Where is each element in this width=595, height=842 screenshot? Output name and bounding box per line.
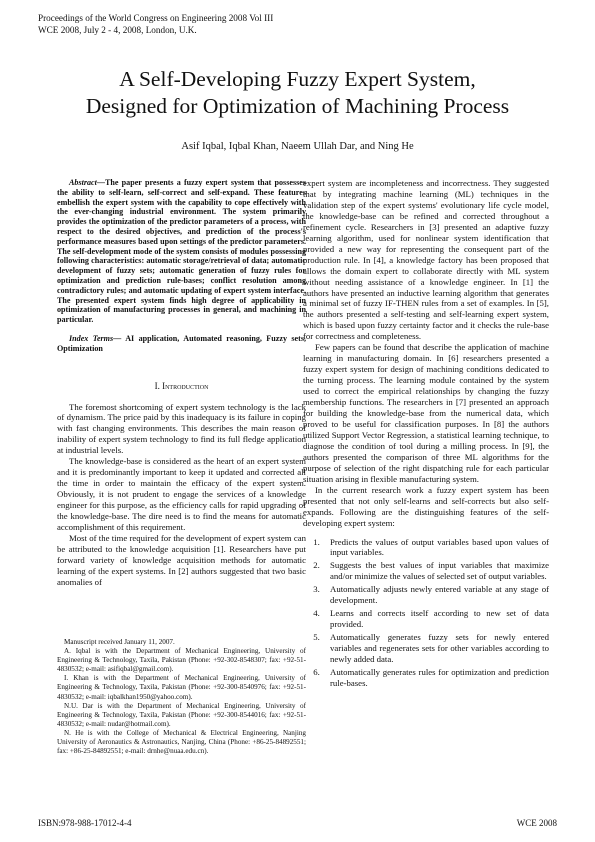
footer-conference: WCE 2008 — [516, 818, 557, 828]
list-item: 4. Learns and corrects itself according to new set of data provided. — [322, 608, 549, 630]
right-column — [303, 178, 549, 691]
running-header — [38, 12, 273, 36]
footnote-author-4: N. He is with the College of Mechanical & Electrical Engineering, Nanjing University of Aeronautics & Astronautics, Nanjing, China (Phone: +86-25-84892551; fax: +86-25-84892551; e-mail: drnhe@nuaa.edu.cn). — [57, 728, 306, 756]
intro-paragraph-3: Most of the time required for the development of expert system can be attributed to the knowledge acquisition [1]. Researchers have put forward variety of knowledge acquisition methods for automatic learning of the expert systems. In [2] authors suggested that two basic anomalies of — [57, 532, 306, 587]
section-title: Introduction — [162, 380, 209, 391]
footnote-author-3: N.U. Dar is with the Department of Mechanical Engineering, University of Engineering & Technology, Taxila, Pakistan (Phone: +92-300-8544016; fax: +92-51-4830532; e-mail: nudar@hotmail.com). — [57, 701, 306, 728]
abstract-label: Abstract — [69, 178, 97, 187]
index-terms — [57, 334, 306, 354]
footnotes — [57, 638, 306, 756]
index-terms-label: Index Terms — [69, 333, 114, 343]
intro-paragraph-1: The foremost shortcoming of expert system technology is the lack of dynamism. The price paid by this inadequacy is its failure in coping with fast changing environments. This describes the main reason of inability of expert system technology to find its full fledge application at industrial levels. — [57, 401, 306, 456]
footnote-author-1: A. Iqbal is with the Department of Mechanical Engineering, University of Engineering & Technology, Taxila, Pakistan (Phone: +92-302-8548307; fax: +92-51-4830532; e-mail: asifiqbal@gmail.com). — [57, 647, 306, 674]
list-item: 3. Automatically adjusts newly entered variable at any stage of development. — [322, 584, 549, 606]
intro-paragraph-2: The knowledge-base is considered as the heart of an expert system and it is predominantly important to keep it updated and corrected all the time in order to maintain the efficacy of the expert system. Obviously, it is not prudent to engage the services of a knowledge engineer for this purpose, as the efficiency calls for rapid upgrading of the knowledge-base. The dire need is to find the means for automatic accomplishment of this requirement. — [57, 456, 306, 532]
list-item: 6. Automatically generates rules for optimization and prediction rule-bases. — [322, 667, 549, 689]
title-line-1: A Self-Developing Fuzzy Expert System, — [119, 67, 476, 91]
abstract-text: —The paper presents a fuzzy expert system that possesses the ability to self-learn, self-correct and self-expand. These features embellish the expert system with the capability to cope effectively with the ever-changing industrial environment. The system primarily provides the optimization of the predictor parameters of a process, with respect to the desired objectives, and prediction of the process's performance measures based upon settings of the predictor parameters. The self-development mode of the system consists of modules possessing following characteristics: automatic storage/retrieval of data; automatic development of fuzzy sets; automatic generation of fuzzy rules for optimization and prediction rule-bases; conflict resolution among contradictory rules; and automatic updating of expert system interface. The presented expert system finds high degree of applicability in optimization of manufacturing processes in general, and machining in particular. — [57, 178, 306, 325]
section-numeral: I. — [154, 380, 160, 391]
body-paragraph-ml-manufacturing: Few papers can be found that describe the application of machine learning in manufacturing domain. In [6] researchers presented a fuzzy expert system for design of machining conditions dedicated to the turning process. The learning module contained by the system used to correct the empirical relationships by changing the fuzzy membership functions. The researchers in [7] presented an approach for building the knowledge-base from the numerical data, which proved to be useful for classification purposes. In [8] the authors utilized Support Vector Regression, a statistical learning technique, to diagnose the condition of tool during a milling process. In [9], the authors presented the comparison of three ML algorithms for the purpose of selection of the right dispatching rule for each particular situation arising in flexible manufacturing system. — [303, 342, 549, 484]
author-list: Asif Iqbal, Iqbal Khan, Naeem Ullah Dar, and Ning He — [181, 141, 414, 152]
title-line-2: Designed for Optimization of Machining Process — [85, 94, 510, 118]
body-paragraph-continued: expert system are incompleteness and incorrectness. They suggested that by integrating machine learning (ML) techniques in the validation step of the expert systems' evolutionary life cycle model, the knowledge-base can be refined and corrected throughout a refinement cycle. Researchers in [3] presented an adaptive fuzzy learning algorithm, used for nonlinear system identification that provided a new way for representing the consequent part of the production rule. In [4], a knowledge factory has been proposed that allows the domain expert to collaborate directly with ML system without needing assistance of a knowledge engineer. In [1] the authors have presented an inductive learning algorithm that generates a minimal set of fuzzy IF-THEN rules from a set of examples. In [5], the authors presented a self-testing and self-learning expert system, which is based upon fuzzy certainty factor and it checks the rule-base for correctness and completeness. — [303, 178, 549, 342]
footnote-received: Manuscript received January 11, 2007. — [64, 638, 175, 646]
list-item: 1. Predicts the values of output variables based upon values of input variables. — [322, 537, 549, 559]
list-item: 2. Suggests the best values of input variables that maximize and/or minimize the values of selected set of output variables. — [322, 560, 549, 582]
section-heading-introduction — [57, 381, 306, 392]
footnote-author-2: I. Khan is with the Department of Mechanical Engineering, University of Engineering & Technology, Taxila, Pakistan (Phone: +92-300-8540976; fax: +92-51-4830532; e-mail: iqbalkhan1950@yahoo.com). — [57, 674, 306, 701]
list-item: 5. Automatically generates fuzzy sets for newly entered variables and regenerates sets for other variables according to newly added data. — [322, 632, 549, 665]
index-terms-text: — AI application, Automated reasoning, Fuzzy sets, Optimization — [57, 333, 306, 353]
body-paragraph-current-work: In the current research work a fuzzy expert system has been presented that not only self-learns and self-corrects but also self-expands. Following are the distinguishing features of the self-developing expert system: — [303, 484, 549, 528]
left-column — [57, 178, 306, 588]
feature-list — [303, 537, 549, 689]
header-line-1: Proceedings of the World Congress on Engineering 2008 Vol III — [38, 13, 274, 23]
paper-title — [0, 66, 595, 120]
abstract — [57, 178, 306, 325]
header-line-2: WCE 2008, July 2 - 4, 2008, London, U.K. — [38, 25, 197, 35]
footer-isbn: ISBN:978-988-17012-4-4 — [38, 818, 132, 828]
